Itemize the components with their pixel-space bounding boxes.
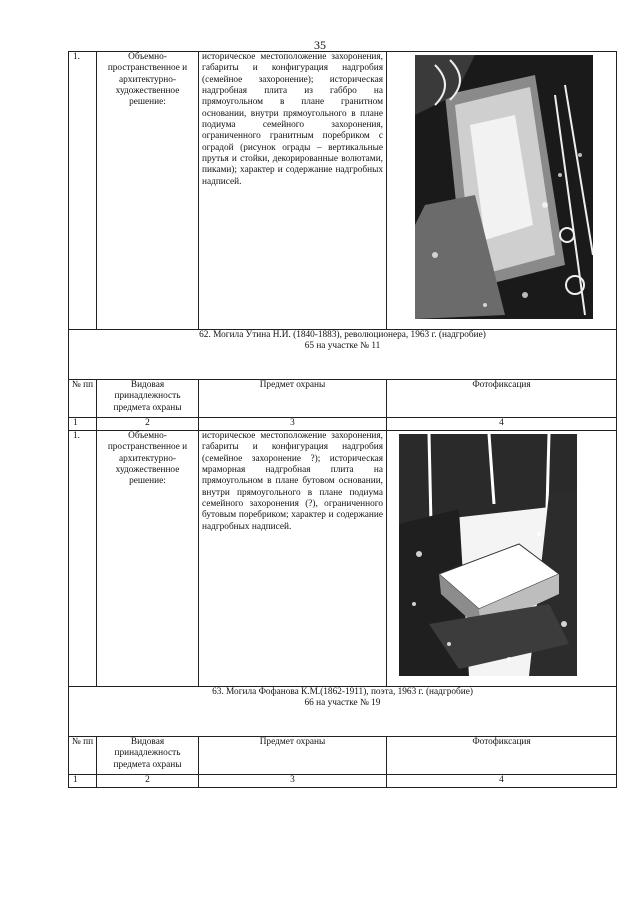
index-row <box>69 775 617 788</box>
section-title: 63. Могила Фофанова К.М.(1862-1911), поэта, 1963 г. (надгробие) <box>212 687 473 697</box>
protection-subject: историческое местоположение захоронения, габариты и конфигурация надгробия (семейное захоронение); историческая надгробная плита из габбро на прямоугольном в плане гранитном основании, внутри прямоугольного в плане подиума семейного захоронения, ограниченного гранитным поребриком с оградой (рисунок ограды – вертикальные прутья и стойки, декорированные волютами, пиками); характер и содержание надгробных надписей. <box>199 52 387 330</box>
section-title: 62. Могила Утина Н.И. (1840-1883), революционера, 1963 г. (надгробие) <box>199 330 486 340</box>
row-number: 1. <box>69 52 97 330</box>
photo-cell <box>387 431 617 687</box>
header-num: № пп <box>69 737 97 775</box>
index-2: 2 <box>97 418 199 431</box>
header-photo: Фотофиксация <box>387 737 617 775</box>
header-row <box>69 380 617 418</box>
grave-photo <box>399 434 577 676</box>
row-number: 1. <box>69 431 97 687</box>
header-subject: Предмет охраны <box>199 380 387 418</box>
grave-photo <box>415 55 593 319</box>
section-plot: 65 на участке № 11 <box>304 341 381 352</box>
index-row <box>69 418 617 431</box>
header-num: № пп <box>69 380 97 418</box>
table-row <box>69 52 617 330</box>
index-4: 4 <box>387 775 617 788</box>
grave-photo-image <box>399 434 577 676</box>
header-type: Видовая принадлежность предмета охраны <box>97 737 199 775</box>
heritage-table <box>68 51 617 788</box>
table-row <box>69 431 617 687</box>
section-plot: 66 на участке № 19 <box>304 698 381 709</box>
index-4: 4 <box>387 418 617 431</box>
index-1: 1 <box>69 775 97 788</box>
index-1: 1 <box>69 418 97 431</box>
header-row <box>69 737 617 775</box>
header-photo: Фотофиксация <box>387 380 617 418</box>
object-type: Объемно-пространственное и архитектурно-художественное решение: <box>97 52 199 330</box>
page-number: 35 <box>314 38 326 52</box>
grave-photo-image <box>415 55 593 319</box>
index-3: 3 <box>199 775 387 788</box>
object-type: Объемно-пространственное и архитектурно-художественное решение: <box>97 431 199 687</box>
section-title-row <box>69 330 617 380</box>
header-subject: Предмет охраны <box>199 737 387 775</box>
section-title-row <box>69 687 617 737</box>
index-2: 2 <box>97 775 199 788</box>
index-3: 3 <box>199 418 387 431</box>
photo-cell <box>387 52 617 330</box>
protection-subject: историческое местоположение захоронения, габариты и конфигурация надгробия (семейное захоронение ?); историческая мраморная надгробная плита на прямоугольном в плане бутовом основании, внутри прямоугольного в плане подиума семейного захоронения (?), ограниченного бутовым поребриком; характер и содержание надгробных надписей. <box>199 431 387 687</box>
header-type: Видовая принадлежность предмета охраны <box>97 380 199 418</box>
